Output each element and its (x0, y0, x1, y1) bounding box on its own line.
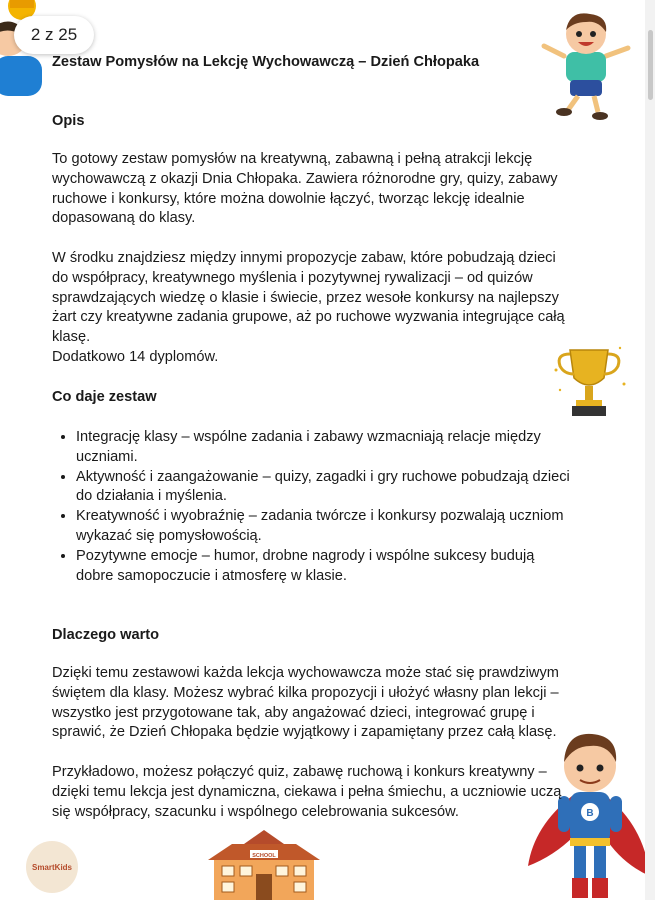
hero-emblem: B (586, 808, 594, 819)
list-item: • Integrację klasy – wspólne zadania i zabawy wzmacniają relacje między uczniami. (76, 428, 596, 468)
heading-opis: Opis (52, 113, 85, 129)
logo-text: SmartKids (31, 862, 72, 872)
school-building-illustration (208, 830, 320, 900)
boy-illustration (540, 12, 635, 124)
heading-dlaczego-warto: Dlaczego warto (52, 627, 160, 643)
school-sign: SCHOOL (252, 853, 276, 859)
list-item: • Pozytywne emocje – humor, drobne nagrody i wspólne sukcesy budują dobre samopoczucie i atmosferę w klasie. (76, 547, 596, 587)
page-counter: 2 z 25 (14, 16, 94, 54)
paragraph-dlaczego-1: Dzięki temu zestawowi każda lekcja wychowawcza może stać się prawdziwym świętem dla klasy. Możesz wybrać kilka propozycji i ułożyć własny plan lekcji – wszystko jest przygotowane tak, aby angażować dzieci, integrować grupę i sprawić, że Dzień Chłopaka będzie wyjątkowy i zapamiętany przez całą klasę. (52, 665, 559, 741)
scrollbar-thumb[interactable] (648, 30, 653, 100)
paragraph-opis-2: W środku znajdziesz między innymi propozycje zabaw, które pobudzają dzieci do współpracy, kreatywnego myślenia i pozytywnej rywalizacji – od quizów sprawdzających wiedzę o klasie i świecie, przez wesołe konkursy na najlepszy żart czy kreatywne zadania grupowe, aż po ruchowe wyzwania integrujące całą klasę. Dodatkowo 14 dyplomów. (52, 250, 565, 365)
heading-co-daje-zestaw: Co daje zestaw (52, 389, 157, 405)
document-title: Zestaw Pomysłów na Lekcję Wychowawczą – Dzień Chłopaka (52, 54, 480, 70)
paragraph-dlaczego-2: Przykładowo, możesz połączyć quiz, zabawę ruchową i konkurs kreatywny – dzięki temu lekcja jest dynamiczna, ciekawa i pełna śmiechu, a uczniowie uczą się współpracy, szacunku i wspólnego celebrowania sukcesów. (52, 764, 562, 820)
list-item: • Kreatywność i wyobraźnię – zadania twórcze i konkursy pozwalają uczniom wykazać się pomysłowością. (76, 507, 596, 547)
smartkids-logo (26, 841, 78, 893)
paragraph-opis-1: To gotowy zestaw pomysłów na kreatywną, zabawną i pełną atrakcji lekcję wychowawczą z okazji Dnia Chłopaka. Zawiera różnorodne gry, quizy, zabawy ruchowe i konkursy, które można dowolnie łączyć, tworząc lekcję idealnie dopasowaną do klasy. (52, 151, 558, 227)
benefits-list (52, 428, 596, 586)
scrollbar[interactable] (645, 0, 655, 900)
list-item: • Aktywność i zaangażowanie – quizy, zagadki i gry ruchowe pobudzają dzieci do działania i myślenia. (76, 468, 596, 508)
